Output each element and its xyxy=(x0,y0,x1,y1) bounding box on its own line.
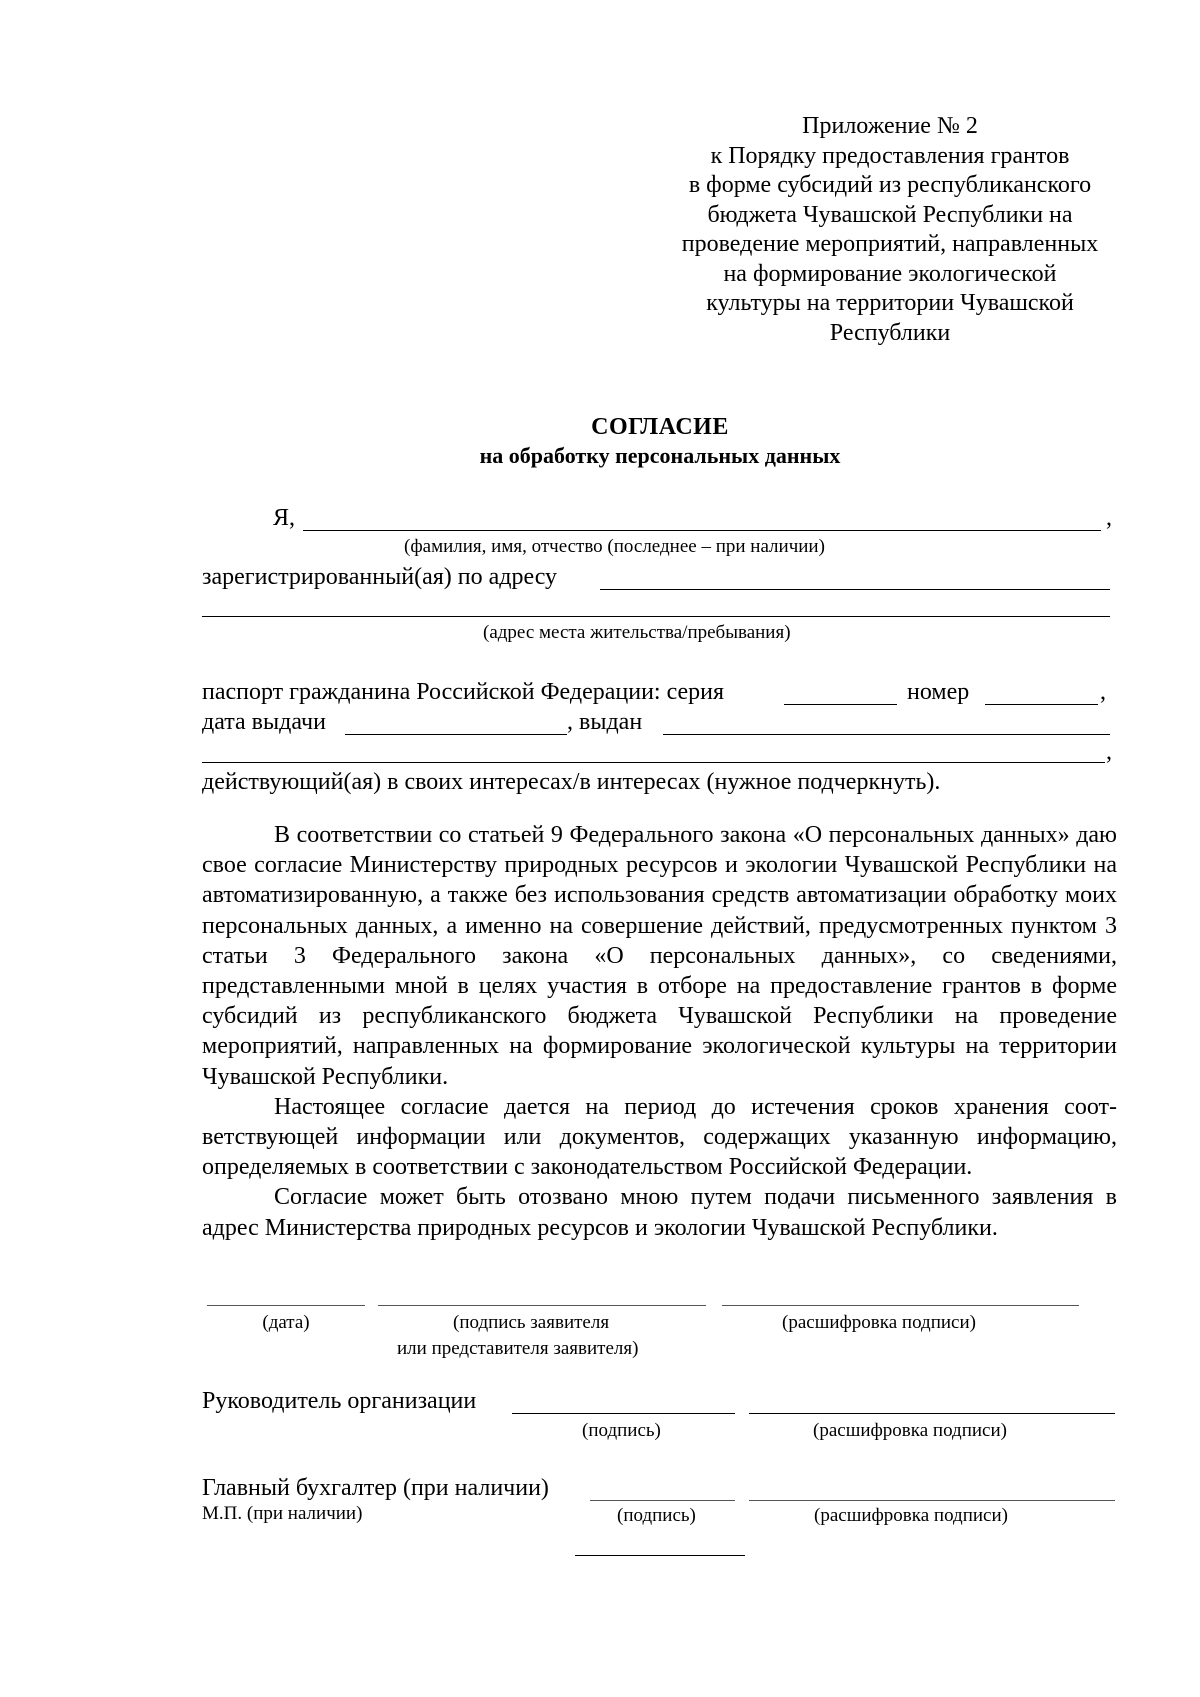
sign-caption: (подпись) xyxy=(617,1505,696,1526)
head-label: Руководитель организации xyxy=(202,1388,477,1414)
passport-series-line[interactable] xyxy=(784,704,897,705)
signature-decoding-line[interactable] xyxy=(722,1305,1079,1306)
passport-label: паспорт гражданина Российской Федерации: серия xyxy=(202,679,725,705)
address-field-line-2[interactable] xyxy=(202,616,1110,617)
issue-date-label: дата выдачи xyxy=(202,709,326,735)
applicant-sign-caption: (подпись заявителя xyxy=(453,1312,610,1333)
appendix-line: в форме субсидий из республиканского xyxy=(688,172,1092,198)
issued-by-label: , выдан xyxy=(567,709,643,735)
sign-caption: (подпись) xyxy=(582,1420,661,1441)
decoding-caption: (расшифровка подписи) xyxy=(782,1312,976,1333)
comma: , xyxy=(1100,679,1106,705)
appendix-line: проведение мероприятий, направленных xyxy=(681,231,1099,257)
applicant-sign-caption: или представителя заявителя) xyxy=(397,1338,639,1359)
title-sub: на обработку персональных данных xyxy=(479,443,841,468)
appendix-line: Республики xyxy=(829,319,951,346)
appendix-line: Приложение № 2 xyxy=(802,113,978,139)
issued-by-line[interactable] xyxy=(663,734,1110,735)
head-signature-line[interactable] xyxy=(512,1413,735,1414)
accountant-signature-line[interactable] xyxy=(590,1500,735,1501)
accountant-decoding-line[interactable] xyxy=(749,1500,1115,1501)
date-caption: (дата) xyxy=(262,1312,310,1333)
bottom-line xyxy=(575,1555,745,1556)
address-caption: (адрес места жительства/пребывания) xyxy=(483,622,791,643)
issued-by-line-2[interactable] xyxy=(202,762,1105,763)
fio-caption: (фамилия, имя, отчество (последнее – при наличии) xyxy=(404,536,825,557)
i-label: Я, xyxy=(273,505,296,531)
appendix-header xyxy=(650,112,1130,348)
title-main: СОГЛАСИЕ xyxy=(591,414,729,440)
comma: , xyxy=(1106,739,1112,765)
body-paragraph: В соответствии со статьей 9 Федерального закона «О персональных данных» даю свое согласие Министерству природных ресурсов и экологии Чувашской Республики на автоматизированную, а также без использования средств автоматизации обработку моих персональных данных, а именно на совершение действий, предусмотренных пунктом 3 статьи 3 Федерального закона «О персональных данных», со сведениями, представленными мной в целях участия в отборе на предоставление грантов в форме субсидий из республиканского бюджета Чувашской Республики на проведение мероприятий, направленных на формирование экологической культуры на территории Чувашской Республики. xyxy=(202,822,1117,1090)
comma: , xyxy=(1106,505,1112,531)
fio-field-line[interactable] xyxy=(303,530,1101,531)
seal-label: М.П. (при наличии) xyxy=(202,1503,363,1524)
appendix-line: бюджета Чувашской Республики на xyxy=(707,201,1073,228)
address-field-line[interactable] xyxy=(600,589,1110,590)
registered-label: зарегистрированный(ая) по адресу xyxy=(202,564,558,590)
decoding-caption: (расшифровка подписи) xyxy=(814,1505,1008,1526)
document-title xyxy=(200,412,1120,470)
body-paragraph: Настоящее согласие дается на период до истечения сроков хранения соответствующей информации или документов, содержащих указанную информацию, определяемых в соответствии с законодательством Российской Федерации. xyxy=(202,1093,1117,1181)
body-paragraph: Согласие может быть отозвано мною путем подачи письменного заявления в адрес Министерства природных ресурсов и экологии Чувашской Республики. xyxy=(202,1184,1117,1241)
date-field-line[interactable] xyxy=(207,1305,365,1306)
decoding-caption: (расшифровка подписи) xyxy=(813,1420,1007,1441)
number-label: номер xyxy=(907,679,970,705)
consent-body xyxy=(202,820,1117,1243)
acting-text: действующий(ая) в своих интересах/в интересах (нужное подчеркнуть). xyxy=(202,769,941,795)
accountant-label: Главный бухгалтер (при наличии) xyxy=(202,1475,549,1501)
applicant-signature-line[interactable] xyxy=(378,1305,706,1306)
appendix-line: к Порядку предоставления грантов xyxy=(710,142,1070,169)
passport-number-line[interactable] xyxy=(985,704,1098,705)
appendix-line: культуры на территории Чувашской xyxy=(706,290,1074,316)
appendix-line: на формирование экологической xyxy=(723,260,1057,287)
issue-date-line[interactable] xyxy=(345,734,567,735)
head-decoding-line[interactable] xyxy=(749,1413,1115,1414)
